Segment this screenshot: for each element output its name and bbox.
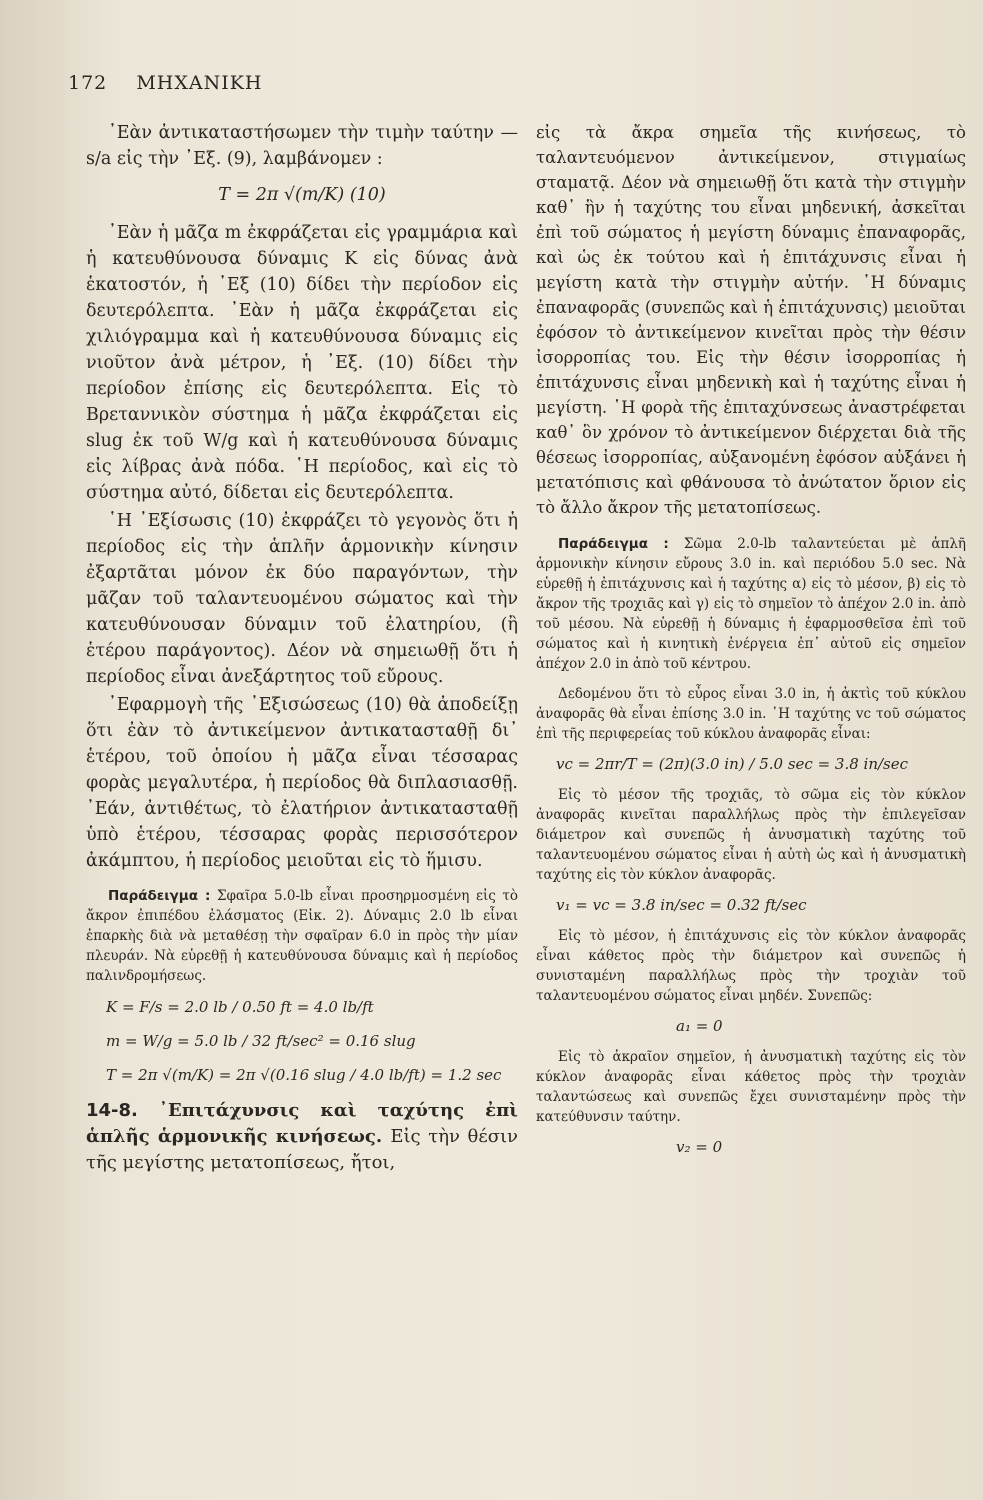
example-label: Παράδειγμα : [558, 536, 669, 552]
example-block [86, 886, 518, 986]
section-heading [86, 1098, 518, 1176]
paragraph: ᾿Εὰν ἡ μᾶζα m ἐκφράζεται εἰς γραμμάρια καὶ ἡ κατευθύνουσα δύναμις Κ εἰς δύνας ἀνὰ ἑκατοστόν, ἡ ᾿Εξ (10) δίδει τὴν περίοδον εἰς δευτερόλεπτα. ᾿Εὰν ἡ μᾶζα ἐκφράζεται εἰς χιλιόγραμμα καὶ ἡ κατευθύνουσα δύναμις εἰς νιοῦτον ἀνὰ μέτρον, ἡ ᾿Εξ. (10) δίδει τὴν περίοδον ἐπίσης εἰς δευτερόλεπτα. Εἰς τὸ Βρεταννικὸν σύστημα ἡ μᾶζα ἐκφράζεται εἰς slug ἐκ τοῦ W/g καὶ ἡ κατευθύνουσα δύναμις εἰς λίβρας ἀνὰ πόδα. ῾Η περίοδος, καὶ εἰς τὸ σύστημα αὐτό, δίδεται εἰς δευτερόλεπτα. [86, 223, 518, 503]
section-number: 14-8. [86, 1100, 138, 1121]
example-block [536, 534, 966, 674]
right-column [536, 120, 966, 1168]
paragraph: ᾿Εὰν ἀντικαταστήσωμεν τὴν τιμὴν ταύτην — s/a εἰς τὴν ᾿Εξ. (9), λαμβάνομεν : [86, 123, 518, 169]
formula-10: T = 2π √(m/K) (10) [218, 185, 386, 205]
page-title: ΜΗΧΑΝΙΚΗ [136, 72, 263, 94]
paragraph: Δεδομένου ὅτι τὸ εὖρος εἶναι 3.0 in, ἡ ἀκτὶς τοῦ κύκλου ἀναφορᾶς θὰ εἶναι ἐπίσης 3.0 in. ῾Η ταχύτης vc τοῦ σώματος ἐπὶ τῆς περιφερείας τοῦ κύκλου ἀναφορᾶς εἶναι: [536, 686, 966, 742]
paragraph: Εἰς τὸ μέσον, ἡ ἐπιτάχυνσις εἰς τὸν κύκλον ἀναφορᾶς εἶναι κάθετος πρὸς τὴν διάμετρον καὶ συνεπῶς ἡ συνισταμένη παραλλήλως πρὸς τὴν τροχιὰν τοῦ ταλαντευομένου σώματος εἶναι μηδέν. Συνεπῶς: [536, 928, 966, 1004]
equation: v₁ = vc = 3.8 in/sec = 0.32 ft/sec [556, 896, 807, 914]
example-label: Παράδειγμα : [108, 888, 211, 904]
equation: m = W/g = 5.0 lb / 32 ft/sec² = 0.16 slug [106, 1032, 416, 1050]
example-text: Σφαῖρα 5.0-lb εἶναι προσηρμοσμένη εἰς τὸ ἄκρον ἐπιπέδου ἐλάσματος (Εἰκ. 2). Δύναμις 2.0 lb εἶναι ἐπαρκὴς διὰ νὰ μεταθέσῃ τὴν σφαῖραν 6.0 in πρὸς τὴν μίαν πλευράν. Νὰ εὑρεθῇ ἡ κατευθύνουσα δύναμις καὶ ἡ περίοδος παλινδρομήσεως. [86, 888, 518, 984]
section-title: ᾿Επιτάχυνσις καὶ ταχύτης ἐπὶ ἁπλῆς ἁρμονικῆς κινήσεως. [86, 1100, 518, 1147]
paragraph: ῾Η ᾿Εξίσωσις (10) ἐκφράζει τὸ γεγονὸς ὅτι ἡ περίοδος εἰς τὴν ἁπλῆν ἁρμονικὴν κίνησιν ἐξαρτᾶται μόνον ἐκ δύο παραγόντων, τὴν μᾶζαν τοῦ ταλαντευομένου σώματος καὶ τὴν κατευθύνουσαν δύναμιν τοῦ ἐλατηρίου, (ἢ ἑτέρου παράγοντος). Δέον νὰ σημειωθῇ ὅτι ἡ περίοδος εἶναι ἀνεξάρτητος τοῦ εὔρους. [86, 511, 518, 687]
equation: a₁ = 0 [676, 1017, 723, 1035]
paragraph: ᾿Εφαρμογὴ τῆς ᾿Εξισώσεως (10) θὰ ἀποδείξῃ ὅτι ἐὰν τὸ ἀντικείμενον ἀντικατασταθῇ δι᾿ ἑτέρου, τοῦ ὁποίου ἡ μᾶζα εἶναι τέσσαρας φορὰς μεγαλυτέρα, ἡ περίοδος θὰ διπλασιασθῇ. ᾿Εάν, ἀντιθέτως, τὸ ἐλατήριον ἀντικατασταθῇ ὑπὸ ἑτέρου, τέσσαρας φορὰς περισσότερον ἀκάμπτου, ἡ περίοδος μειοῦται εἰς τὸ ἥμισυ. [86, 695, 518, 871]
left-column [86, 120, 518, 1178]
page-number: 172 [68, 72, 108, 94]
equation: v₂ = 0 [676, 1138, 723, 1156]
equation: vc = 2πr/T = (2π)(3.0 in) / 5.0 sec = 3.8 in/sec [556, 755, 909, 773]
paragraph: εἰς τὰ ἄκρα σημεῖα τῆς κινήσεως, τὸ ταλαντευόμενον ἀντικείμενον, στιγμαίως σταματᾷ. Δέον νὰ σημειωθῇ ὅτι κατὰ τὴν στιγμὴν καθ᾿ ἣν ἡ ταχύτης του εἶναι μηδενική, ἀσκεῖται ἐπὶ τοῦ σώματος ἡ μεγίστη δύναμις ἐπαναφορᾶς, καὶ ὡς ἐκ τούτου καὶ ἡ ἐπιτάχυνσις εἶναι ἡ μεγίστη κατὰ τὴν στιγμὴν αὐτήν. ῾Η δύναμις ἐπαναφορᾶς (συνεπῶς καὶ ἡ ἐπιτάχυνσις) μειοῦται ἐφόσον τὸ ἀντικείμενον κινεῖται πρὸς τὴν θέσιν ἰσορροπίας του. Εἰς τὴν θέσιν ἰσορροπίας ἡ ἐπιτάχυνσις εἶναι μηδενικὴ καὶ ἡ ταχύτης εἶναι ἡ μεγίστη. ῾Η φορὰ τῆς ἐπιταχύνσεως ἀναστρέφεται καθ᾿ ὃν χρόνον τὸ ἀντικείμενον διέρχεται διὰ τῆς θέσεως ἰσορροπίας, αὐξανομένη ἐφόσον αὐξάνει ἡ μετατόπισις καὶ φθάνουσα τὸ ἀνώτατον ὅριον εἰς τὸ ἄλλο ἄκρον τῆς μετατοπίσεως. [536, 123, 966, 517]
paragraph: Εἰς τὸ μέσον τῆς τροχιᾶς, τὸ σῶμα εἰς τὸν κύκλον ἀναφορᾶς κινεῖται παραλλήλως πρὸς τὴν ἐπιλεγεῖσαν διάμετρον καὶ συνεπῶς ἡ ἀνυσματικὴ ταχύτης τοῦ ταλαντευομένου σώματος εἶναι ἡ αὐτὴ ὡς καὶ ἡ ἀνυσματικὴ ταχύτης εἰς τὸν κύκλον ἀναφορᾶς. [536, 787, 966, 883]
paragraph: Εἰς τὸ ἀκραῖον σημεῖον, ἡ ἀνυσματικὴ ταχύτης εἰς τὸν κύκλον ἀναφορᾶς εἶναι κάθετος πρὸς τὴν τροχιὰν ταλαντώσεως καὶ συνεπῶς ἔχει συνισταμένην πρὸς τὴν κατεύθυνσιν ταύτην. [536, 1049, 966, 1125]
paragraph: Εἰς τὴν θέσιν τῆς μεγίστης μετατοπίσεως, ἤτοι, [86, 1126, 518, 1173]
page-header [68, 72, 262, 94]
equation: T = 2π √(m/K) = 2π √(0.16 slug / 4.0 lb/ft) = 1.2 sec [106, 1066, 502, 1084]
equation: K = F/s = 2.0 lb / 0.50 ft = 4.0 lb/ft [106, 998, 374, 1016]
example-text: Σῶμα 2.0-lb ταλαντεύεται μὲ ἁπλῆ ἁρμονικὴν κίνησιν εὔρους 3.0 in. καὶ περιόδου 5.0 sec. Νὰ εὑρεθῇ ἡ ἐπιτάχυνσις καὶ ἡ ταχύτης α) εἰς τὸ μέσον, β) εἰς τὸ ἄκρον τῆς τροχιᾶς καὶ γ) εἰς τὸ σημεῖον τὸ ἀπέχον 2.0 in. ἀπὸ τοῦ μέσου. Νὰ εὑρεθῇ ἡ δύναμις ἡ ἐφαρμοσθεῖσα ἐπὶ τοῦ σώματος καὶ ἡ κινητικὴ ἐνέργεια ἐπ᾿ αὐτοῦ εἰς σημεῖον ἀπέχον 2.0 in ἀπὸ τοῦ κέντρου. [536, 536, 966, 672]
